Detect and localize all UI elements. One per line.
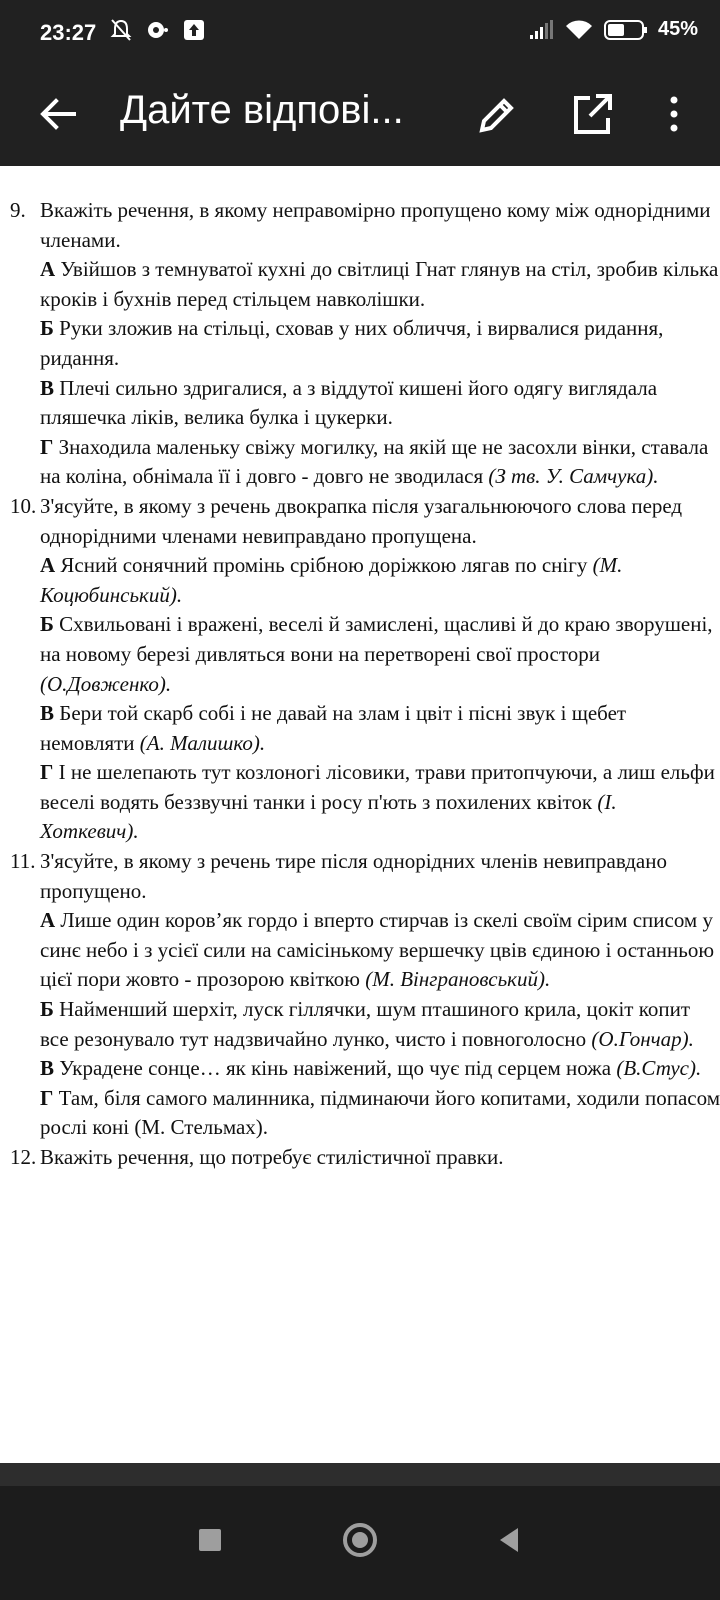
pencil-icon[interactable] [474, 90, 518, 138]
source-citation: (І. Хоткевич). [40, 789, 617, 844]
app-notification-icon [144, 18, 170, 42]
option-v: В Плечі сильно здригалися, а з віддутої кишені його одягу виглядала пляшечка ліків, велика булка і цукерки. [40, 375, 658, 430]
status-time: 23:27 [40, 20, 97, 45]
back-triangle-icon[interactable] [490, 1520, 530, 1560]
question-stem: З'ясуйте, в якому з речень двокрапка після узагальнюючого слова перед однорідними членами невиправдано пропущена. [40, 493, 683, 548]
option-b: Б Руки зложив на стільці, сховав у них обличчя, і вирвалися ридання, ридання. [40, 316, 664, 370]
document-bottom-edge [0, 1463, 720, 1486]
option-v: В Бери той скарб собі і не давай на злам і цвіт і пісні звук і щебет немовляти (А. Малишко). [40, 701, 627, 755]
source-citation: (О.Довженко). [40, 671, 172, 696]
option-b: Б Схвильовані і вражені, веселі й замислені, щасливі й до краю зворушені, на новому березі дивляться вони на перетворені свої простори (О.Довженко). [40, 612, 713, 696]
question-number: 11. [10, 849, 36, 874]
battery-icon [604, 19, 648, 41]
question-12 [0, 1143, 720, 1173]
more-vert-icon[interactable] [660, 90, 688, 138]
open-external-icon[interactable] [570, 90, 614, 138]
mute-icon [110, 18, 132, 42]
battery-percent: 45% [657, 18, 698, 40]
question-number: 9. [10, 198, 26, 222]
back-arrow-icon[interactable] [34, 90, 82, 138]
source-citation: (М. Вінграновський). [365, 967, 551, 992]
status-bar [0, 0, 720, 68]
system-nav-bar [0, 1486, 720, 1600]
question-11 [0, 847, 720, 1143]
source-citation: (М. Коцюбинський). [40, 553, 623, 607]
question-stem: Вкажіть речення, в якому неправомірно пропущено кому між однорідними членами. [40, 198, 711, 252]
option-a: А Увійшов з темнуватої кухні до світлиці Гнат глянув на стіл, зробив кілька кроків і бухнів перед стільцем навколішки. [40, 257, 719, 311]
option-v: В Украдене сонце… як кінь навіжений, що чує під серцем ножа (В.Стус). [40, 1056, 702, 1081]
option-g: Г І не шелепають тут козлоногі лісовики, трави притопчуючи, а лиш ельфи веселі водять беззвучні танки і росу п'ють з похилених квіток (І. Хоткевич). [40, 760, 715, 844]
source-citation: (А. Малишко). [139, 730, 266, 755]
app-bar [0, 68, 720, 166]
wifi-icon [564, 19, 594, 41]
question-number: 12. [10, 1145, 37, 1169]
option-b: Б Найменший шерхіт, луск гіллячки, шум пташиного крила, цокіт копит все резонувало тут надзвичайно лунко, чисто і повноголосно (О.Гончар). [40, 997, 694, 1051]
source-citation: (О.Гончар). [591, 1026, 694, 1051]
question-number: 10. [10, 493, 37, 518]
question-10 [0, 492, 720, 847]
source-citation: (В.Стус). [616, 1056, 702, 1081]
top-bar [0, 0, 720, 166]
recents-square-icon[interactable] [190, 1520, 230, 1560]
option-g: Г Там, біля самого малинника, підминаючи його копитами, ходили попасом рослі коні (М. Стельмах). [40, 1085, 720, 1140]
option-a: А Ясний сонячний промінь срібною доріжкою лягав по снігу (М. Коцюбинський). [40, 553, 623, 607]
signal-icon [528, 19, 554, 41]
document-title: Дайте відпові... [120, 88, 404, 132]
home-circle-icon[interactable] [340, 1520, 380, 1560]
document-body [0, 196, 720, 1173]
question-stem: З'ясуйте, в якому з речень тире після однорідних членів невиправдано пропущено. [40, 849, 667, 903]
question-stem: Вкажіть речення, що потребує стилістичної правки. [40, 1145, 504, 1169]
status-right-icons [528, 18, 698, 41]
option-a: А Лише один коров’як гордо і вперто стирчав із скелі своїм сірим списом у синє небо і з усієї сили на самісінькому вершечку цвів єдиною і останньою цієї пори жовто - прозорою квіткою (М. Вінграновський). [40, 908, 715, 992]
question-9 [0, 196, 720, 492]
option-g: Г Знаходила маленьку свіжу могилку, на якій ще не засохли вінки, ставала на коліна, обнімала її і довго - довго не зводилася (З тв. У. Самчука). [40, 434, 709, 489]
upload-icon [182, 18, 206, 42]
status-left-icons [110, 18, 206, 42]
source-citation: (З тв. У. Самчука). [488, 464, 659, 489]
